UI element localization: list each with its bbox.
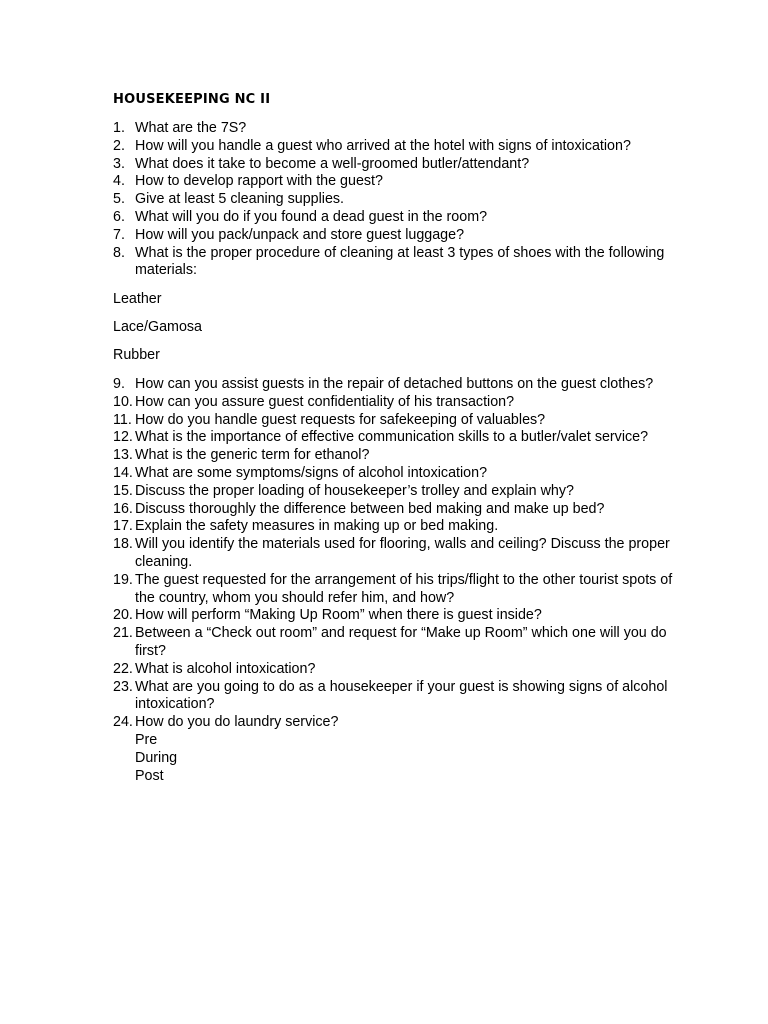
question-item <box>113 191 693 209</box>
question-item <box>113 518 693 536</box>
question-text: What is the generic term for ethanol? <box>135 447 370 464</box>
question-number: 22. <box>113 660 133 677</box>
question-item <box>113 394 693 412</box>
question-number: 14. <box>113 464 133 481</box>
question-text: What are you going to do as a housekeeper if your guest is showing signs of alcohol intoxication? <box>135 678 668 713</box>
question-number: 21. <box>113 625 133 642</box>
question-text: How to develop rapport with the guest? <box>135 173 383 190</box>
question-item <box>113 120 693 138</box>
question-number: 4. <box>113 173 125 190</box>
question-text: What will you do if you found a dead guest in the room? <box>135 208 488 225</box>
question-item <box>113 465 693 483</box>
question-text <box>135 714 693 785</box>
question-item <box>113 227 693 245</box>
question-text: How can you assure guest confidentiality of his transaction? <box>135 393 515 410</box>
question-number: 2. <box>113 137 125 154</box>
question-number: 23. <box>113 678 133 695</box>
question-text-main: How do you do laundry service? <box>135 714 339 731</box>
question-item <box>113 661 693 679</box>
question-item <box>113 625 693 661</box>
question-list-part1 <box>113 120 693 280</box>
question-item <box>113 412 693 430</box>
question-number: 20. <box>113 607 133 624</box>
question-item <box>113 173 693 191</box>
question-item <box>113 376 693 394</box>
question-number: 8. <box>113 244 125 261</box>
question-item <box>113 447 693 465</box>
question-item <box>113 679 693 715</box>
laundry-step-during: During <box>135 749 178 766</box>
question-item <box>113 501 693 519</box>
question-text: Explain the safety measures in making up or bed making. <box>135 518 499 535</box>
question-item <box>113 245 693 281</box>
question-number: 3. <box>113 155 125 172</box>
question-item <box>113 156 693 174</box>
question-number: 6. <box>113 208 125 225</box>
material-lace-gamosa: Lace/Gamosa <box>113 319 203 335</box>
question-item <box>113 714 693 785</box>
question-number: 17. <box>113 518 133 535</box>
question-number: 10. <box>113 393 133 410</box>
question-number: 12. <box>113 429 133 446</box>
question-text: Give at least 5 cleaning supplies. <box>135 191 345 208</box>
question-text: What is the importance of effective communication skills to a butler/valet service? <box>135 429 649 446</box>
question-item <box>113 536 693 572</box>
document-title: HOUSEKEEPING NC II <box>113 92 271 107</box>
question-text: What does it take to become a well-groomed butler/attendant? <box>135 155 530 172</box>
question-number: 7. <box>113 226 125 243</box>
question-number: 16. <box>113 500 133 517</box>
question-text: How can you assist guests in the repair of detached buttons on the guest clothes? <box>135 376 654 392</box>
question-text: Between a “Check out room” and request for “Make up Room” which one will you do first? <box>135 625 667 659</box>
question-number: 18. <box>113 536 133 553</box>
question-number: 11. <box>113 411 132 428</box>
question-number: 15. <box>113 482 133 499</box>
question-item <box>113 209 693 227</box>
question-number: 19. <box>113 571 133 588</box>
laundry-step-post: Post <box>135 767 164 784</box>
question-number: 24. <box>113 714 133 731</box>
question-text: What are the 7S? <box>135 120 247 136</box>
question-list-part2 <box>113 376 693 785</box>
question-item <box>113 572 693 608</box>
question-number: 5. <box>113 191 125 208</box>
question-text: How do you handle guest requests for safekeeping of valuables? <box>135 411 546 428</box>
material-leather: Leather <box>113 291 162 307</box>
question-text: Will you identify the materials used for flooring, walls and ceiling? Discuss the proper cleaning. <box>135 536 670 570</box>
question-text: How will you handle a guest who arrived at the hotel with signs of intoxication? <box>135 137 631 154</box>
question-item <box>113 429 693 447</box>
question-number: 13. <box>113 447 133 464</box>
question-text: How will perform “Making Up Room” when there is guest inside? <box>135 607 542 624</box>
question-text: Discuss the proper loading of housekeeper’s trolley and explain why? <box>135 482 574 499</box>
question-item <box>113 138 693 156</box>
question-text: Discuss thoroughly the difference between bed making and make up bed? <box>135 500 605 517</box>
question-item <box>113 483 693 501</box>
material-rubber: Rubber <box>113 347 160 363</box>
laundry-step-pre: Pre <box>135 731 158 748</box>
question-text: What is alcohol intoxication? <box>135 660 316 677</box>
question-number: 9. <box>113 376 125 392</box>
question-text: What are some symptoms/signs of alcohol intoxication? <box>135 464 488 481</box>
question-text: The guest requested for the arrangement of his trips/flight to the other tourist spots of the country, whom you should refer him, and how? <box>135 571 673 606</box>
question-text: How will you pack/unpack and store guest luggage? <box>135 226 465 243</box>
question-text: What is the proper procedure of cleaning at least 3 types of shoes with the following materials: <box>135 244 665 279</box>
question-number: 1. <box>113 120 125 136</box>
question-item <box>113 607 693 625</box>
